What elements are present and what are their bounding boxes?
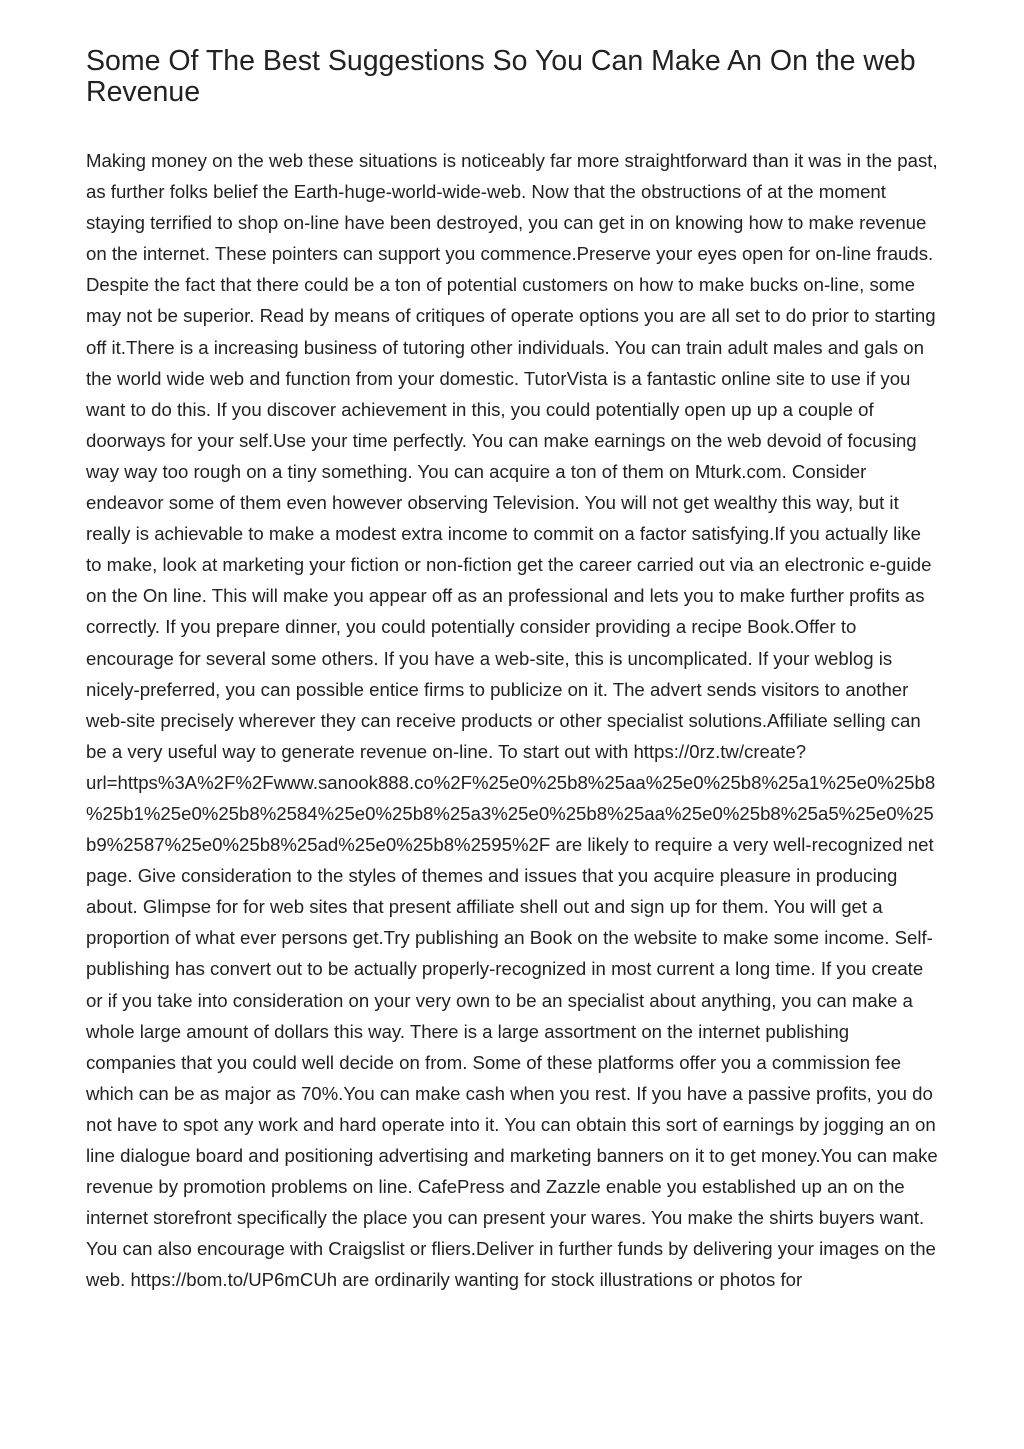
document-title: Some Of The Best Suggestions So You Can Make An On the web Revenue (86, 45, 916, 108)
document-body: Making money on the web these situations is noticeably far more straightforward than it was in the past, as further folks belief the Earth-huge-world-wide-web. Now that the obstructions of at the moment staying terrified to shop on-line have been destroyed, you can get in on knowing how to make revenue on the internet. These pointers can support you commence.Preserve your eyes open for on-line frauds. Despite the fact that there could be a ton of potential customers on how to make bucks on-line, some may not be superior. Read by means of critiques of operate options you are all set to do prior to starting off it.There is a increasing business of tutoring other individuals. You can train adult males and gals on the world wide web and function from your domestic. TutorVista is a fantastic online site to use if you want to do this. If you discover achievement in this, you could potentially open up up a couple of doorways for your self.Use your time perfectly. You can make earnings on the web devoid of focusing way way too rough on a tiny something. You can acquire a ton of them on Mturk.com. Consider endeavor some of them even however observing Television. You will not get wealthy this way, but it really is achievable to make a modest extra income to commit on a factor satisfying.If you actually like to make, look at marketing your fiction or non-fiction get the career carried out via an electronic e-guide on the On line. This will make you appear off as an professional and lets you to make further profits as correctly. If you prepare dinner, you could potentially consider providing a recipe Book.Offer to encourage for several some others. If you have a web-site, this is uncomplicated. If your weblog is nicely-preferred, you can possible entice firms to publicize on it. The advert sends visitors to another web-site precisely wherever they can receive products or other specialist solutions.Affiliate selling can be a very useful way to generate revenue on-line. To start out with https://0rz.tw/create?url=https%3A%2F%2Fwww.sanook888.co%2F%25e0%25b8%25aa%25e0%25b8%25a1%25e0%25b8%25b1%25e0%25b8%2584%25e0%25b8%25a3%25e0%25b8%25aa%25e0%25b8%25a5%25e0%25b9%2587%25e0%25b8%25ad%25e0%25b8%2595%2F are likely to require a very well-recognized net page. Give consideration to the styles of themes and issues that you acquire pleasure in producing about. Glimpse for for web sites that present affiliate shell out and sign up for them. You will get a proportion of what ever persons get.Try publishing an Book on the website to make some income. Self-publishing has convert out to be actually properly-recognized in most current a long time. If you create or if you take into consideration on your very own to be an specialist about anything, you can make a whole large amount of dollars this way. There is a large assortment on the internet publishing companies that you could well decide on from. Some of these platforms offer you a commission fee which can be as major as 70%.You can make cash when you rest. If you have a passive profits, you do not have to spot any work and hard operate into it. You can obtain this sort of earnings by jogging an on line dialogue board and positioning advertising and marketing banners on it to get money.You can make revenue by promotion problems on line. CafePress and Zazzle enable you established up an on the internet storefront specifically the place you can present your wares. You make the shirts buyers want. You can also encourage with Craigslist or fliers.Deliver in further funds by delivering your images on the web. https://bom.to/UP6mCUh are ordinarily wanting for stock illustrations or photos for (86, 150, 938, 1291)
